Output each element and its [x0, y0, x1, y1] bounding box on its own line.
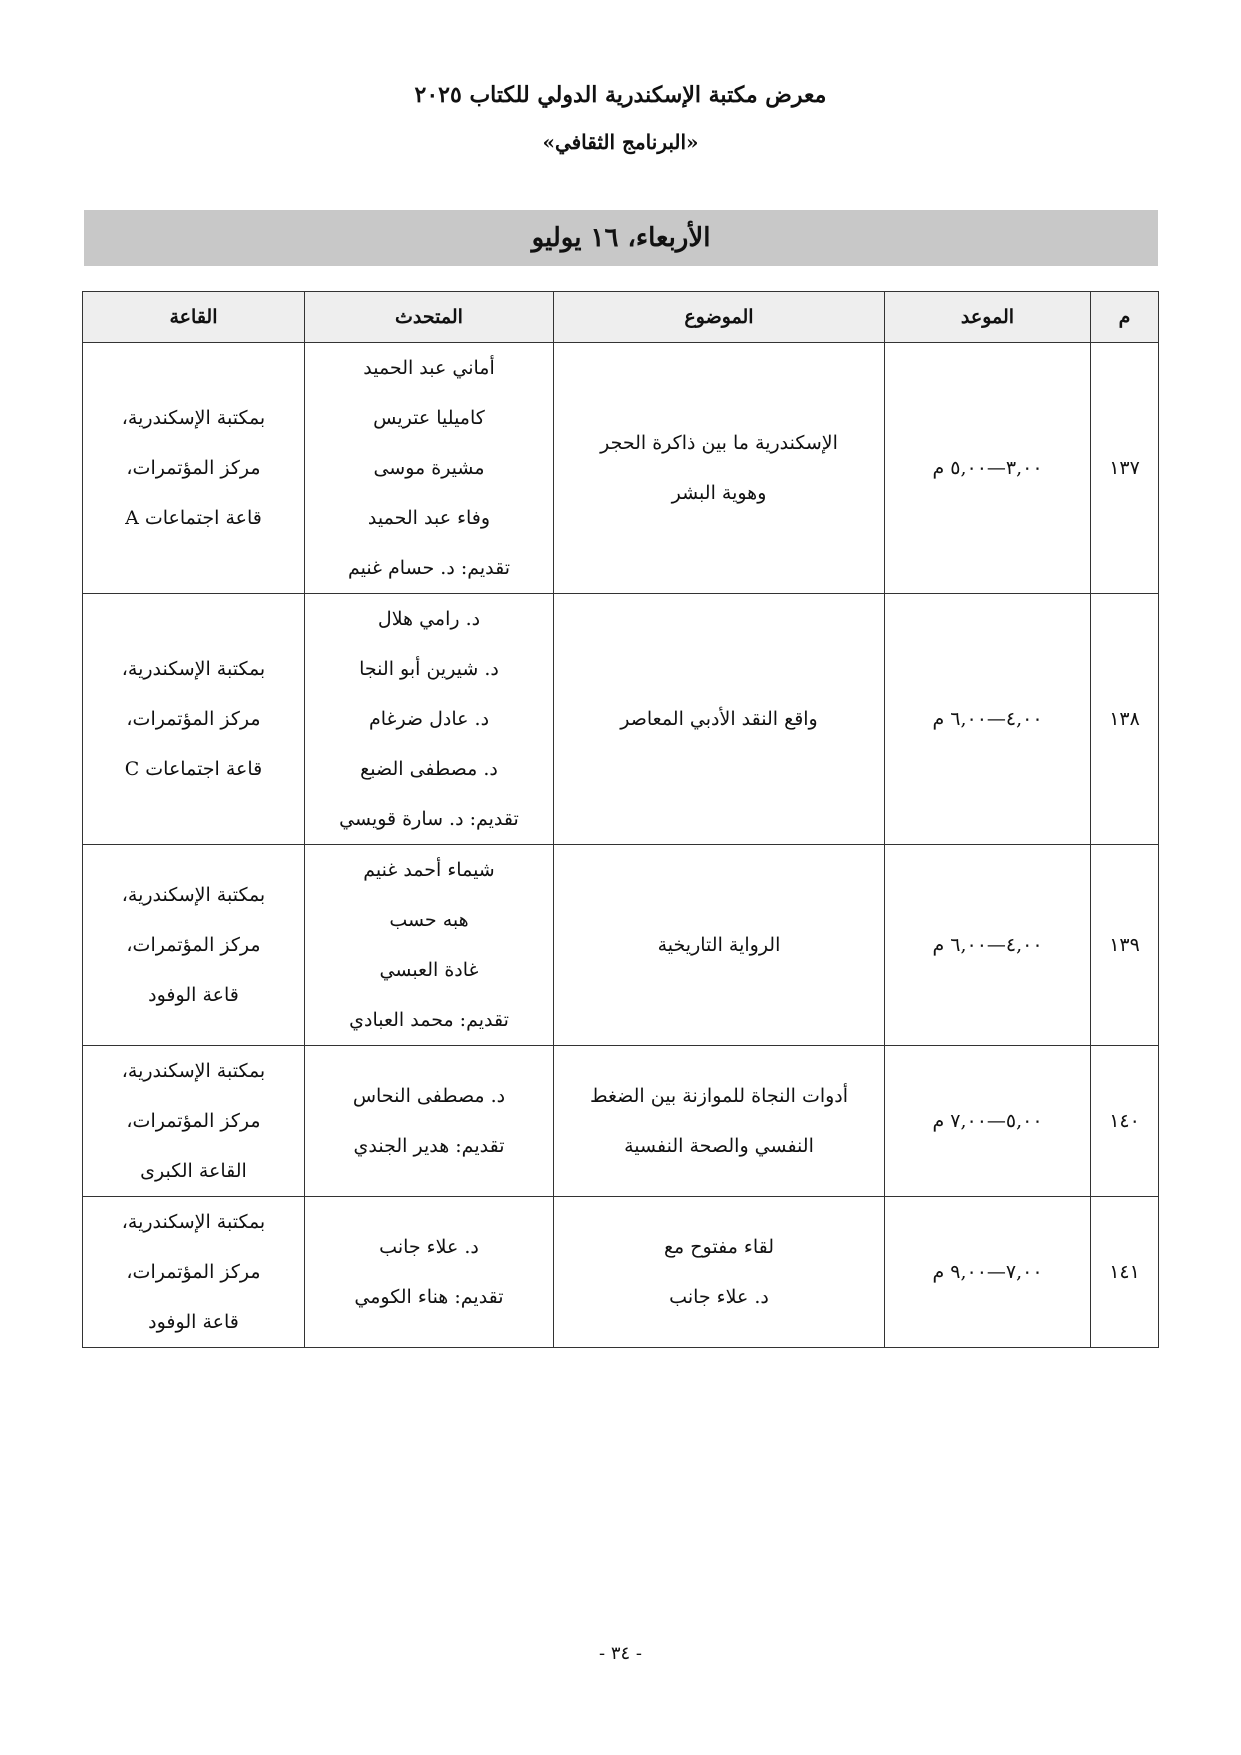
table-body [83, 343, 1159, 1348]
session-topic [554, 1197, 885, 1348]
page-number: - ٣٤ - [599, 1643, 642, 1664]
session-hall-line: مركز المؤتمرات، [126, 934, 261, 956]
session-speakers-line: مشيرة موسى [373, 457, 485, 479]
table-row [83, 1046, 1159, 1197]
table-row [83, 594, 1159, 845]
header-hall: القاعة [83, 292, 305, 343]
session-topic-line: أدوات النجاة للموازنة بين الضغط [589, 1085, 849, 1107]
session-speakers-line: وفاء عبد الحميد [367, 507, 491, 529]
header-time: الموعد [885, 292, 1091, 343]
session-speakers-line: شيماء أحمد غنيم [363, 859, 495, 881]
session-hall [83, 845, 305, 1046]
document-subtitle: «البرنامج الثقافي» [542, 130, 699, 154]
session-time: ٧,٠٠—٩,٠٠ م [885, 1197, 1091, 1348]
session-time: ٥,٠٠—٧,٠٠ م [885, 1046, 1091, 1197]
session-speakers-line: تقديم: محمد العبادي [349, 1009, 509, 1031]
session-speakers-line: تقديم: د. سارة قويسي [339, 808, 519, 830]
session-time: ٤,٠٠—٦,٠٠ م [885, 845, 1091, 1046]
header-speakers: المتحدث [305, 292, 554, 343]
session-topic-line: النفسي والصحة النفسية [624, 1135, 814, 1157]
session-topic [554, 343, 885, 594]
session-speakers-line: كاميليا عتريس [373, 407, 485, 429]
session-topic-line: واقع النقد الأدبي المعاصر [620, 708, 818, 730]
session-time: ٣,٠٠—٥,٠٠ م [885, 343, 1091, 594]
session-speakers-line: تقديم: د. حسام غنيم [347, 557, 511, 579]
table-row [83, 1197, 1159, 1348]
session-hall-line: بمكتبة الإسكندرية، [121, 1060, 266, 1082]
session-hall-line: قاعة الوفود [148, 984, 239, 1006]
day-banner: الأربعاء، ١٦ يوليو [84, 210, 1158, 266]
session-speakers [305, 343, 554, 594]
row-number: ١٤١ [1091, 1197, 1159, 1348]
session-speakers-line: د. مصطفى الضبع [360, 758, 498, 780]
session-topic-line: وهوية البشر [671, 482, 767, 504]
schedule-table [82, 291, 1159, 1348]
header-num: م [1091, 292, 1159, 343]
session-time: ٤,٠٠—٦,٠٠ م [885, 594, 1091, 845]
session-hall-line: مركز المؤتمرات، [126, 708, 261, 730]
session-topic [554, 845, 885, 1046]
session-speakers-line: د. شيرين أبو النجا [359, 658, 499, 680]
session-topic [554, 594, 885, 845]
document-title: معرض مكتبة الإسكندرية الدولي للكتاب ٢٠٢٥ [414, 82, 827, 108]
session-speakers-line: د. مصطفى النحاس [352, 1085, 506, 1107]
session-speakers-line: أماني عبد الحميد [363, 357, 495, 379]
table-header-row [83, 292, 1159, 343]
session-hall-line: مركز المؤتمرات، [126, 1261, 261, 1283]
header-topic: الموضوع [554, 292, 885, 343]
session-topic-line: لقاء مفتوح مع [663, 1236, 775, 1258]
session-topic-line: الرواية التاريخية [657, 934, 781, 956]
session-hall-line: قاعة اجتماعات A [125, 507, 262, 529]
session-hall [83, 1197, 305, 1348]
session-hall-line: قاعة اجتماعات C [124, 758, 263, 780]
session-speakers-line: هبه حسب [389, 909, 469, 931]
row-number: ١٣٨ [1091, 594, 1159, 845]
session-hall-line: بمكتبة الإسكندرية، [121, 884, 266, 906]
session-speakers [305, 845, 554, 1046]
session-speakers [305, 594, 554, 845]
session-hall [83, 343, 305, 594]
session-speakers [305, 1046, 554, 1197]
session-hall [83, 1046, 305, 1197]
session-speakers [305, 1197, 554, 1348]
row-number: ١٣٧ [1091, 343, 1159, 594]
session-hall-line: القاعة الكبرى [140, 1160, 247, 1182]
session-hall-line: بمكتبة الإسكندرية، [121, 407, 266, 429]
row-number: ١٤٠ [1091, 1046, 1159, 1197]
session-topic [554, 1046, 885, 1197]
session-speakers-line: د. علاء جانب [379, 1236, 479, 1258]
session-hall-line: بمكتبة الإسكندرية، [121, 658, 266, 680]
session-hall-line: بمكتبة الإسكندرية، [121, 1211, 266, 1233]
table-row [83, 343, 1159, 594]
session-speakers-line: غادة العبسي [379, 959, 479, 981]
session-speakers-line: د. عادل ضرغام [368, 708, 490, 730]
session-speakers-line: تقديم: هدير الجندي [353, 1135, 505, 1157]
session-hall [83, 594, 305, 845]
session-hall-line: مركز المؤتمرات، [126, 457, 261, 479]
session-speakers-line: تقديم: هناء الكومي [354, 1286, 504, 1308]
table-row [83, 845, 1159, 1046]
session-hall-line: قاعة الوفود [148, 1311, 239, 1333]
row-number: ١٣٩ [1091, 845, 1159, 1046]
session-topic-line: د. علاء جانب [669, 1286, 769, 1308]
session-hall-line: مركز المؤتمرات، [126, 1110, 261, 1132]
session-topic-line: الإسكندرية ما بين ذاكرة الحجر [600, 432, 838, 454]
session-speakers-line: د. رامي هلال [377, 608, 481, 630]
